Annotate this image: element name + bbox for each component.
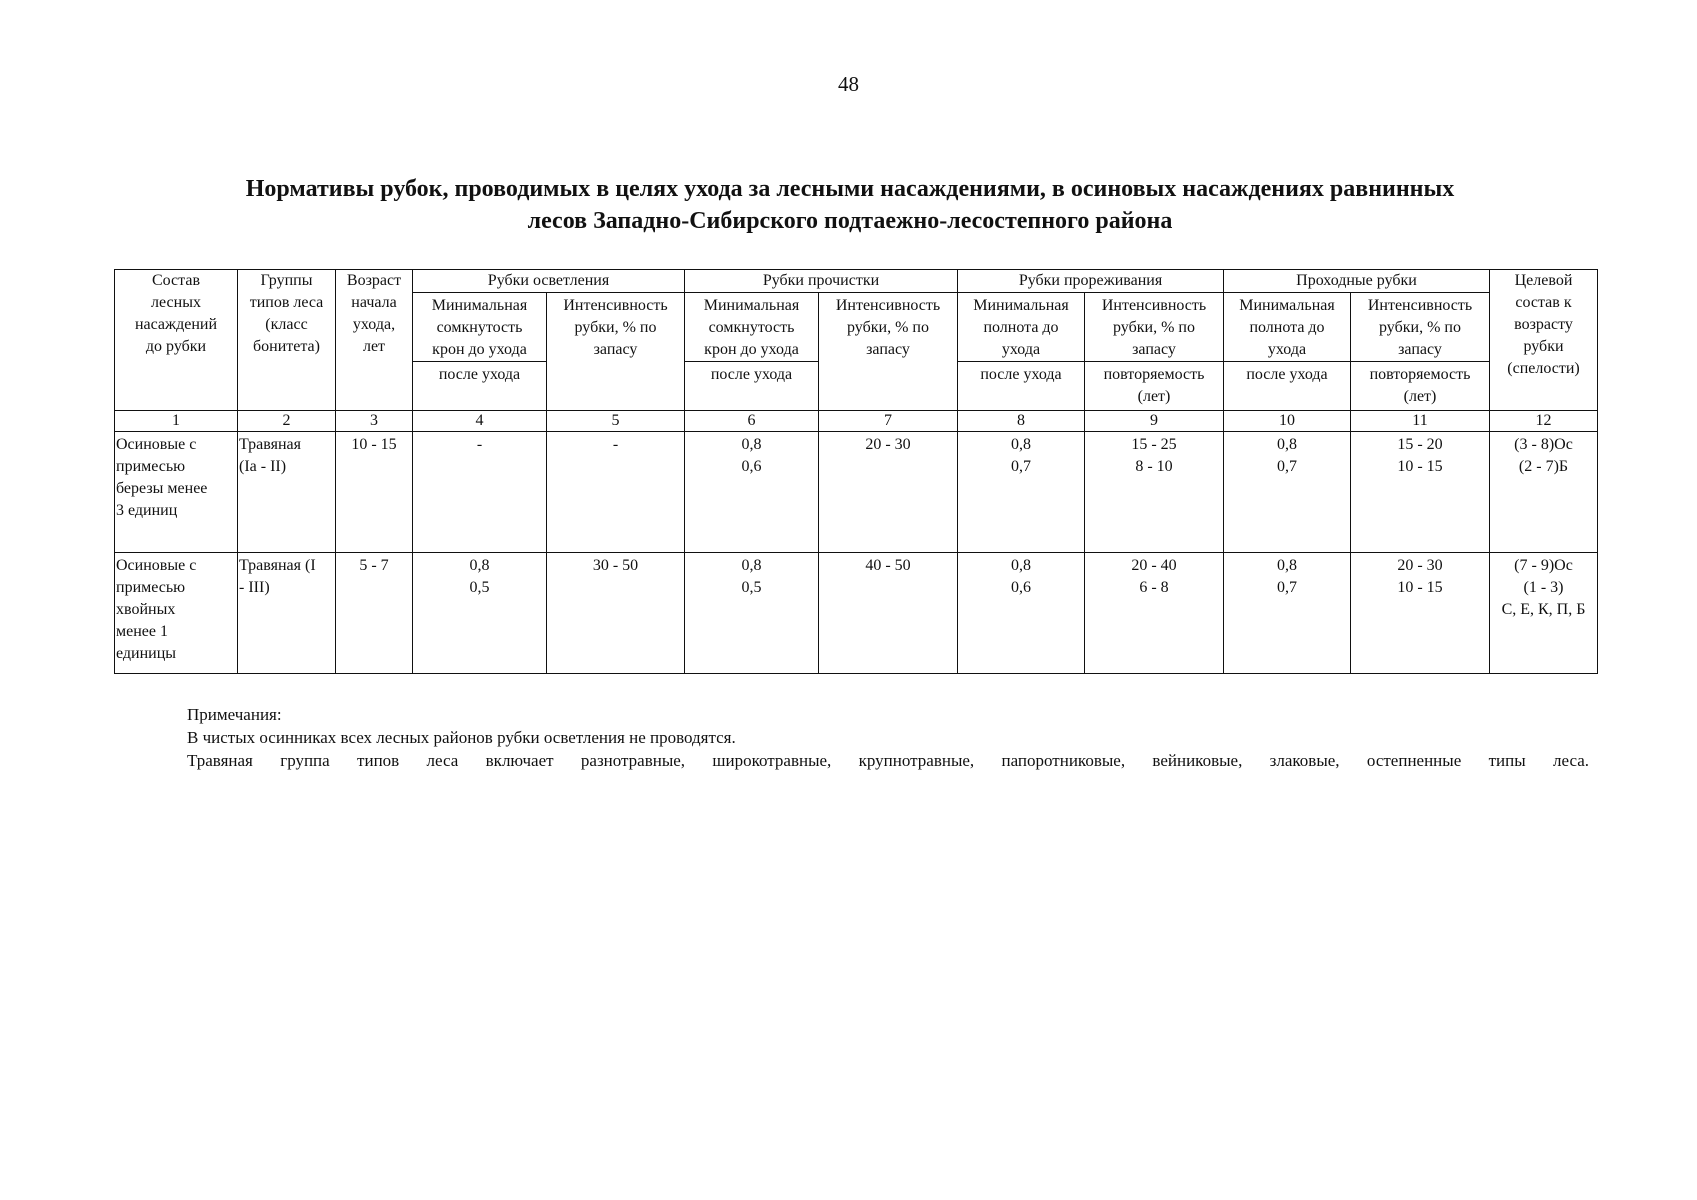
header-thinning-repeatability: повторяемость (лет) (1085, 362, 1224, 411)
notes-heading: Примечания: (187, 705, 282, 724)
header-group-thinning: Рубки прореживания (958, 270, 1224, 293)
header-cleaning-closure: Минимальная сомкнутость крон до ухода (685, 293, 819, 362)
header-composition: Состав лесных насаждений до рубки (115, 270, 238, 411)
header-thinning-density: Минимальная полнота до ухода (958, 293, 1085, 362)
cell-forest-type: Травяная (I - III) (238, 553, 336, 674)
column-number: 9 (1085, 411, 1224, 432)
header-thinning-after: после ухода (958, 362, 1085, 411)
note-item: Травяная группа типов леса включает разнотравные, широкотравные, крупнотравные, папоротниковые, вейниковые, злаковые, остепненные типы леса. (187, 751, 1589, 770)
header-row-groups (115, 270, 1598, 293)
cell-cleaning-intensity: 20 - 30 (819, 432, 958, 553)
column-number: 10 (1224, 411, 1351, 432)
cell-clarification-closure: 0,8 0,5 (413, 553, 547, 674)
cell-forest-type: Травяная (Iа - II) (238, 432, 336, 553)
header-passage-intensity: Интенсивность рубки, % по запасу (1351, 293, 1490, 362)
column-number: 1 (115, 411, 238, 432)
column-number: 12 (1490, 411, 1598, 432)
cell-passage-density: 0,8 0,7 (1224, 553, 1351, 674)
column-number: 4 (413, 411, 547, 432)
column-number-row (115, 411, 1598, 432)
column-number: 3 (336, 411, 413, 432)
cell-passage-intensity: 20 - 30 10 - 15 (1351, 553, 1490, 674)
cell-passage-intensity: 15 - 20 10 - 15 (1351, 432, 1490, 553)
header-clarification-intensity: Интенсивность рубки, % по запасу (547, 293, 685, 411)
cell-cleaning-intensity: 40 - 50 (819, 553, 958, 674)
header-clarification-closure: Минимальная сомкнутость крон до ухода (413, 293, 547, 362)
cell-start-age: 10 - 15 (336, 432, 413, 553)
cell-clarification-intensity: 30 - 50 (547, 553, 685, 674)
column-number: 6 (685, 411, 819, 432)
header-start-age: Возраст начала ухода, лет (336, 270, 413, 411)
cell-thinning-intensity: 15 - 25 8 - 10 (1085, 432, 1224, 553)
page-number: 48 (838, 72, 859, 96)
column-number: 2 (238, 411, 336, 432)
header-thinning-intensity: Интенсивность рубки, % по запасу (1085, 293, 1224, 362)
header-cleaning-intensity: Интенсивность рубки, % по запасу (819, 293, 958, 411)
title-line-2: лесов Западно-Сибирского подтаежно-лесостепного района (527, 208, 1173, 234)
header-cleaning-after: после ухода (685, 362, 819, 411)
header-passage-density: Минимальная полнота до ухода (1224, 293, 1351, 362)
cell-cleaning-closure: 0,8 0,5 (685, 553, 819, 674)
header-clarification-after: после ухода (413, 362, 547, 411)
header-passage-after: после ухода (1224, 362, 1351, 411)
note-item: В чистых осинниках всех лесных районов рубки осветления не проводятся. (187, 728, 736, 747)
notes-section (187, 703, 1589, 772)
cell-passage-density: 0,8 0,7 (1224, 432, 1351, 553)
cell-thinning-intensity: 20 - 40 6 - 8 (1085, 553, 1224, 674)
norms-table (114, 269, 1598, 674)
cell-cleaning-closure: 0,8 0,6 (685, 432, 819, 553)
table-row (115, 432, 1598, 553)
table-row (115, 553, 1598, 674)
cell-target-composition: (7 - 9)Ос (1 - 3) С, Е, К, П, Б (1490, 553, 1598, 674)
cell-composition: Осиновые с примесью хвойных менее 1 единицы (115, 553, 238, 674)
column-number: 11 (1351, 411, 1490, 432)
cell-thinning-density: 0,8 0,6 (958, 553, 1085, 674)
header-group-passage: Проходные рубки (1224, 270, 1490, 293)
column-number: 8 (958, 411, 1085, 432)
header-target-composition: Целевой состав к возрасту рубки (спелости) (1490, 270, 1598, 411)
cell-start-age: 5 - 7 (336, 553, 413, 674)
column-number: 5 (547, 411, 685, 432)
header-forest-type: Группы типов леса (класс бонитета) (238, 270, 336, 411)
cell-thinning-density: 0,8 0,7 (958, 432, 1085, 553)
header-group-clarification: Рубки осветления (413, 270, 685, 293)
title-line-1: Нормативы рубок, проводимых в целях ухода за лесными насаждениями, в осиновых насаждениях равнинных (245, 176, 1455, 202)
document-title (100, 173, 1600, 237)
column-number: 7 (819, 411, 958, 432)
header-group-cleaning: Рубки прочистки (685, 270, 958, 293)
cell-clarification-closure: - (413, 432, 547, 553)
header-passage-repeatability: повторяемость (лет) (1351, 362, 1490, 411)
cell-target-composition: (3 - 8)Ос (2 - 7)Б (1490, 432, 1598, 553)
cell-composition: Осиновые с примесью березы менее 3 единиц (115, 432, 238, 553)
cell-clarification-intensity: - (547, 432, 685, 553)
